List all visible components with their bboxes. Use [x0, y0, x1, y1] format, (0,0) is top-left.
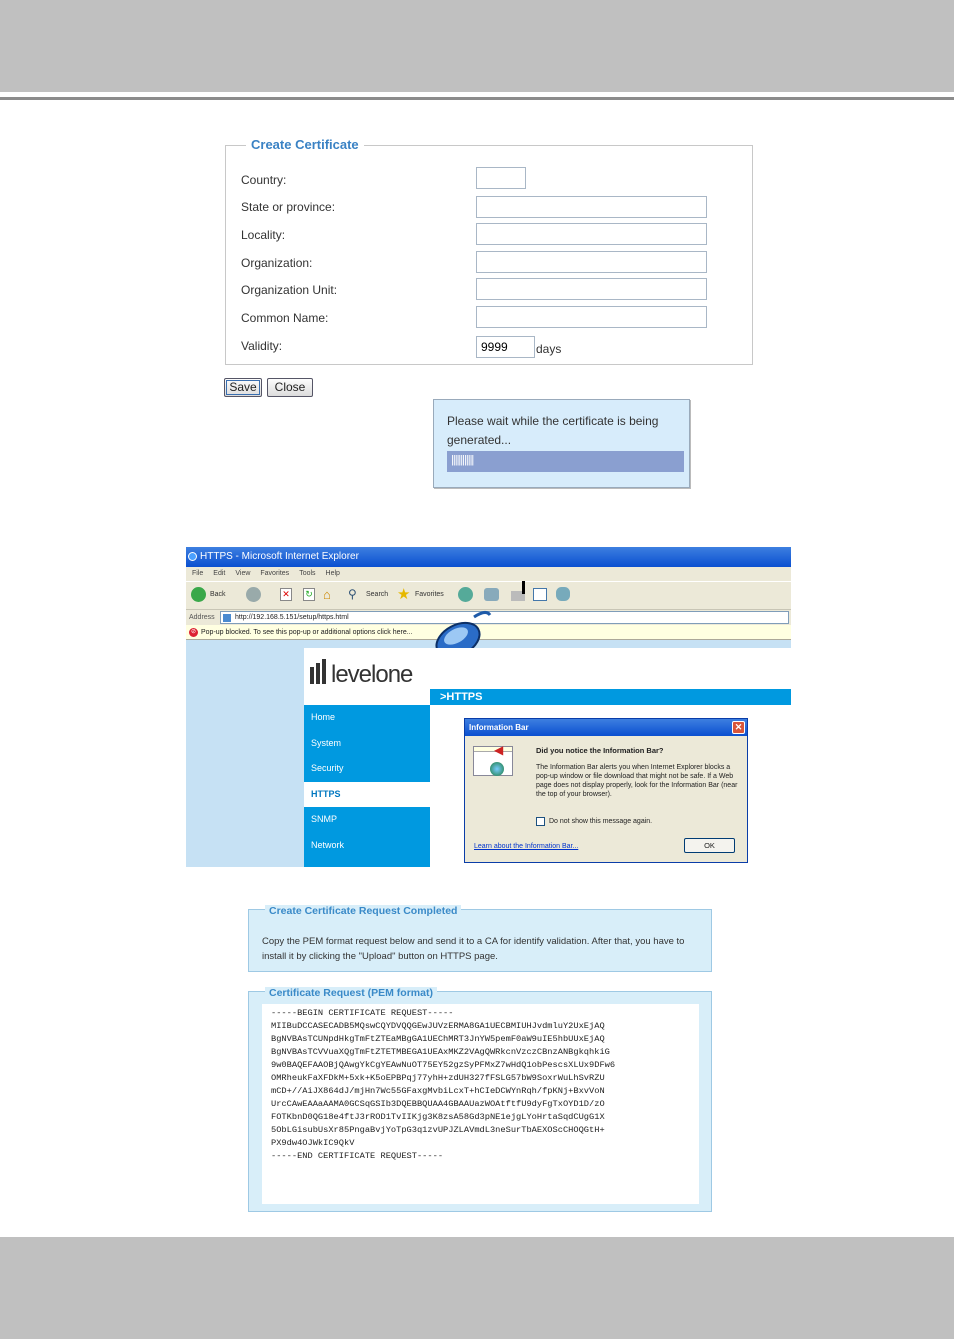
levelone-logo-icon [310, 659, 328, 684]
country-label: Country: [241, 173, 287, 187]
back-icon[interactable] [191, 587, 206, 602]
address-input[interactable] [220, 611, 789, 624]
site-nav [304, 705, 430, 867]
organization-label: Organization: [241, 256, 313, 270]
back-label[interactable]: Back [210, 591, 226, 598]
ie-menu-bar [186, 567, 791, 581]
nav-security[interactable]: Security [311, 763, 344, 773]
mail-icon[interactable] [484, 588, 499, 601]
learn-more-link[interactable]: Learn about the Information Bar... [474, 843, 579, 850]
dialog-title: Information Bar [469, 723, 529, 732]
nav-https[interactable]: HTTPS [304, 782, 430, 808]
menu-favorites[interactable]: Favorites [260, 570, 290, 577]
stop-icon[interactable]: ✕ [280, 588, 292, 601]
instructions-line-1: Copy the PEM format request below and send it to a CA for identify validation. After that, you have to [262, 936, 685, 947]
request-completed-box [248, 905, 712, 972]
create-certificate-fieldset [225, 137, 753, 365]
ie-title-bar [186, 547, 791, 567]
ie-window-title: HTTPS - Microsoft Internet Explorer [200, 551, 359, 562]
nav-home[interactable]: Home [311, 712, 336, 722]
search-label[interactable]: Search [366, 591, 389, 598]
dialog-title-bar [465, 719, 747, 736]
organization-input[interactable] [476, 251, 707, 273]
create-certificate-title: Create Certificate [246, 137, 364, 152]
validity-input[interactable] [476, 336, 535, 358]
menu-tools[interactable]: Tools [299, 570, 316, 577]
menu-help[interactable]: Help [325, 570, 340, 577]
dialog-body: The Information Bar alerts you when Internet Explorer blocks a pop-up window or file download that might not be safe. If a Web page does not display properly, look for the Information Bar (near the top of your browser). [536, 764, 738, 798]
pem-box [248, 987, 712, 1212]
instructions-line-2: install it by clicking the "Upload" button on HTTPS page. [262, 951, 498, 962]
forward-icon[interactable] [246, 587, 261, 602]
dialog-close-icon[interactable]: ✕ [732, 721, 745, 734]
organization-unit-input[interactable] [476, 278, 707, 300]
address-url: http://192.168.5.151/setup/https.html [235, 614, 349, 621]
menu-edit[interactable]: Edit [213, 570, 226, 577]
search-icon[interactable]: ⚲ [348, 587, 357, 601]
messenger-icon[interactable] [556, 587, 570, 601]
generating-progress-bar [447, 451, 684, 472]
header-divider [0, 97, 954, 100]
request-completed-title: Create Certificate Request Completed [265, 905, 461, 917]
menu-view[interactable]: View [235, 570, 251, 577]
dont-show-label: Do not show this message again. [549, 818, 653, 825]
address-label: Address [189, 614, 215, 621]
popup-blocked-icon: ⊘ [190, 629, 197, 635]
ie-logo-icon [188, 552, 197, 561]
favorites-star-icon[interactable]: ★ [397, 586, 411, 603]
state-input[interactable] [476, 196, 707, 218]
menu-file[interactable]: File [192, 570, 204, 577]
ie-toolbar [186, 581, 791, 609]
nav-snmp[interactable]: SNMP [311, 814, 338, 824]
refresh-icon[interactable]: ↻ [303, 588, 315, 601]
history-icon[interactable] [458, 587, 473, 602]
page-icon [223, 614, 231, 622]
cursor-marker [522, 581, 525, 594]
nav-system[interactable]: System [311, 737, 342, 748]
info-bar-text: Pop-up blocked. To see this pop-up or additional options click here... [201, 629, 413, 636]
dont-show-checkbox[interactable] [536, 817, 545, 826]
ie-window [186, 547, 791, 867]
common-name-label: Common Name: [241, 311, 329, 325]
footer-band [0, 1237, 954, 1339]
locality-label: Locality: [241, 228, 286, 242]
nav-network[interactable]: Network [311, 839, 345, 850]
favorites-label[interactable]: Favorites [415, 591, 444, 598]
https-heading: >HTTPS [430, 689, 791, 705]
dialog-heading: Did you notice the Information Bar? [536, 746, 664, 755]
edit-icon[interactable] [533, 588, 547, 601]
state-label: State or province: [241, 200, 336, 214]
home-icon[interactable]: ⌂ [323, 587, 331, 602]
close-button[interactable]: Close [267, 378, 313, 397]
information-bar-dialog [464, 718, 748, 863]
save-button[interactable]: Save [224, 378, 262, 397]
locality-input[interactable] [476, 223, 707, 245]
validity-label: Validity: [241, 339, 283, 353]
pem-title: Certificate Request (PEM format) [265, 987, 437, 999]
info-bar-illustration-icon: ◀ [473, 746, 513, 776]
generating-popup [433, 399, 690, 488]
common-name-input[interactable] [476, 306, 707, 328]
country-input[interactable] [476, 167, 526, 189]
dialog-ok-button[interactable]: OK [684, 838, 735, 853]
validity-unit: days [536, 342, 562, 356]
levelone-logo: levelone [331, 661, 413, 688]
organization-unit-label: Organization Unit: [241, 283, 338, 297]
generating-message: Please wait while the certificate is being generated... [447, 414, 659, 447]
progress-ticks: |||||||||||| [451, 454, 474, 466]
header-band [0, 0, 954, 92]
pem-textarea[interactable]: -----BEGIN CERTIFICATE REQUEST----- MIIBuDCCASECADB5MQswCQYDVQQGEwJUVzERMA8GA1UECBMIUHJvdmluY2UxEjAQ BgNVBAsTCUNpdHkgTmFtZTEaMBgGA1UEChMRT3JnYW5pemF0aW9uIE5hbUUxEjAQ BgNVBAsTCVVuaXQgTmFtZTETMBEGA1UEAxMKZ2VAgQWRkcnVzczCBnzANBgkqhkiG 9w0BAQEFAAOBjQAwgYkCgYEAwNuOT75EY52gzSyPFMxZ7wHdQ1obPescsXLUx9DFw6 OMRheukFaXFDkM+5xk+K5oEPBPqj77yhH+zdUH327fFSLG57bW9SoxrWuLhSvRZU mCD+//AiJX864dJ/mjHn7Wc55GFaxgMvbiLcxT+hCIeDCWYnRqh/fpKNj+BxvVoN UrcCAwEAAaAAMA0GCSqGSIb3DQEBBQUAA4GBAAUazWOAtftfU9dyFgTxOYD1D/zO FOTKbnD0QG18e4ftJ3rROD1TvIIKjg3K8zsA58Gd3pNE1ejgLYoHrtaSqdCUgG1X 5ObLGisubUsXr85PngaBvjYoTpG3q1zvUPJZLAVmdL3neSurTbAEXOScCHOQGtH+ PX9dw4OJWkIC9QkV -----END CERTIFICATE REQUEST----- [262, 1004, 699, 1204]
